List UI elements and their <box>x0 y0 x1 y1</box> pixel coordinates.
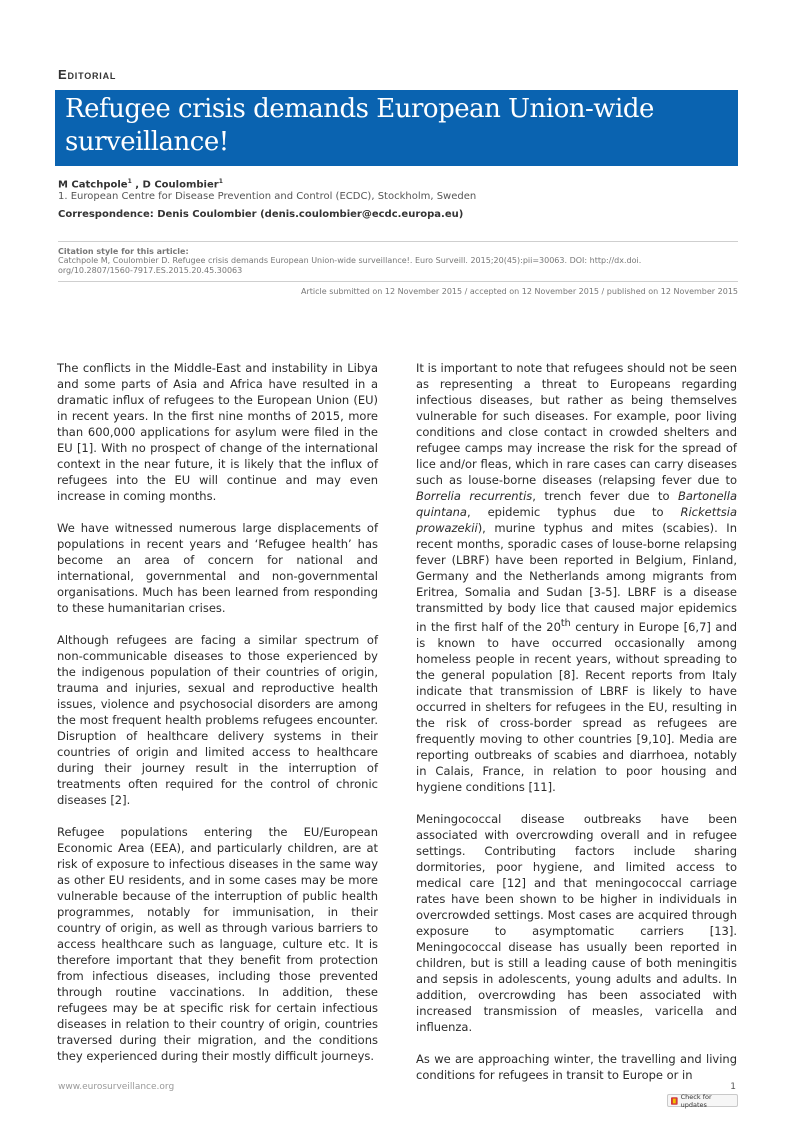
body-paragraph: Meningococcal disease outbreaks have been associated with overcrowding overall and in refugee settings. Contributing factors include sharing dormitories, poor hygiene, and limited access to medical care [12] and that meningococcal carriage rates have been shown to be higher in individuals in overcrowded settings. Most cases are acquired through exposure to asymptomatic carriers [13]. Meningococcal disease has usually been reported in children, but is still a leading cause of both meningitis and sepsis in adolescents, young adults and adults. In addition, overcrowding has been associated with increased transmission of measles, varicella and influenza. <box>416 811 737 1034</box>
text-run: century in Europe [6,7] and is known to have occurred occasionally among homeless people in recent years, without spreading to the general population [8]. Recent reports from Italy indicate that transmission of LBRF is likely to have occurred in shelters for refugees in the EU, resulting in the risk of cross-border spread as refugees are frequently moving to other countries [9,10]. Media are reporting outbreaks of scabies and diarrhoea, notably in Calais, France, in relation to poor housing and hygiene conditions [11]. <box>416 619 737 794</box>
affiliation: 1. European Centre for Disease Prevention and Control (ECDC), Stockholm, Sweden <box>58 191 477 202</box>
submission-dates: Article submitted on 12 November 2015 / accepted on 12 November 2015 / published on 12 November 2015 <box>301 287 738 296</box>
author-name: M Catchpole <box>58 179 128 191</box>
section-label: Editorial <box>58 67 117 82</box>
text-run: , trench fever due to <box>532 489 678 503</box>
affiliation-marker: 1 <box>218 178 223 185</box>
species-name: Bartonella quintana <box>416 489 737 519</box>
body-column-right <box>416 360 737 1099</box>
divider <box>58 241 738 242</box>
text-run: , epidemic typhus due to <box>466 505 681 519</box>
ordinal-suffix: th <box>560 618 571 629</box>
text-run: It is important to note that refugees should not be seen as representing a threat to Europeans regarding infectious diseases, but rather as being themselves vulnerable for such diseases. For example, poor living conditions and close contact in crowded shelters and refugee camps may increase the risk for the spread of lice and/or fleas, which in rare cases can carry diseases such as louse-borne diseases (relapsing fever due to <box>416 361 737 487</box>
text-run: ), murine typhus and mites (scabies). In recent months, sporadic cases of louse-borne relapsing fever (LBRF) have been reported in Belgium, Finland, Germany and the Netherlands among migrants from Eritrea, Somalia and Sudan [3-5]. LBRF is a disease transmitted by body lice that caused major epidemics in the first half of the 20 <box>416 521 737 634</box>
body-paragraph <box>416 360 737 795</box>
correspondence: Correspondence: Denis Coulombier (denis.coulombier@ecdc.europa.eu) <box>58 209 464 220</box>
check-for-updates-label: Check for updates <box>680 1092 712 1109</box>
journal-url[interactable]: www.eurosurveillance.org <box>58 1082 175 1092</box>
species-name: Borrelia recurrentis <box>416 489 533 503</box>
author-separator: , <box>131 179 143 191</box>
divider <box>58 281 738 282</box>
affiliation-marker: 1 <box>127 178 132 185</box>
crossmark-icon <box>671 1097 678 1105</box>
author-line <box>58 178 223 190</box>
author-name: D Coulombier <box>142 179 219 191</box>
species-name: Rickettsia prowazekii <box>416 505 737 535</box>
body-paragraph: Refugee populations entering the EU/European Economic Area (EEA), and particularly children, are at risk of exposure to infectious diseases in the same way as other EU residents, and in some cases may be more vulnerable because of the interruption of public health programmes, notably for immunisation, in their country of origin, as well as through various barriers to access healthcare such as language, culture etc. It is therefore important that they benefit from protection from infectious diseases, including those prevented through routine vaccinations. In addition, these refugees may be at specific risk for certain infectious diseases in relation to their country of origin, countries traversed during their migration, and the conditions they experienced during their mostly difficult journeys. <box>57 825 378 1063</box>
check-for-updates-button[interactable] <box>667 1094 738 1107</box>
body-paragraph: Although refugees are facing a similar spectrum of non-communicable diseases to those experienced by the indigenous population of their countries of origin, trauma and injuries, sexual and reproductive health issues, violence and psychosocial disorders are among the most frequent health problems refugees encounter. Disruption of healthcare delivery systems in their countries of origin and limited access to healthcare during their journey result in the interruption of treatments often required for the control of chronic diseases [2]. <box>57 633 378 807</box>
page-number: 1 <box>730 1082 736 1092</box>
article-title: Refugee crisis demands European Union-wide surveillance! <box>65 94 654 157</box>
body-paragraph: We have witnessed numerous large displacements of populations in recent years and ‘Refugee health’ has become an area of concern for national and international, governmental and non-governmental organisations. Much has been learned from responding to these humanitarian crises. <box>57 521 378 615</box>
body-column-left <box>57 360 378 1080</box>
body-paragraph: The conflicts in the Middle-East and instability in Libya and some parts of Asia and Africa have resulted in a dramatic influx of refugees to the European Union (EU) in recent years. In the first nine months of 2015, more than 600,000 applications for asylum were filed in the EU [1]. With no prospect of change of the international context in the near future, it is likely that the influx of refugees into the EU will continue and may even increase in coming months. <box>57 361 378 503</box>
title-banner <box>55 90 738 166</box>
citation-heading: Citation style for this article: <box>58 247 189 256</box>
citation-text: Catchpole M, Coulombier D. Refugee crisis demands European Union-wide surveillance!. Euro Surveill. 2015;20(45):pii=30063. DOI: http://dx.doi. org/10.2807/1560-7917.ES.2015.20.45.30063 <box>58 256 642 275</box>
body-paragraph: As we are approaching winter, the travelling and living conditions for refugees in transit to Europe or in <box>416 1051 737 1082</box>
